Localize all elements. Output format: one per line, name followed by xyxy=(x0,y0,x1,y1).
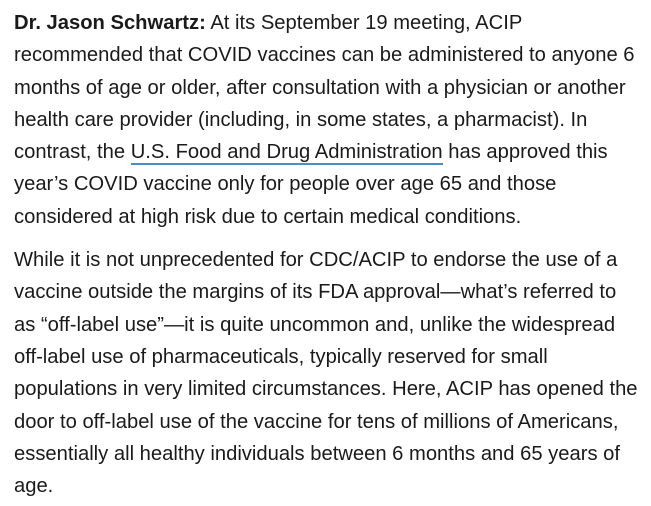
article-body xyxy=(14,7,642,502)
paragraph-1 xyxy=(14,7,642,233)
fda-link[interactable]: U.S. Food and Drug Administration xyxy=(130,141,443,164)
speaker-name: Dr. Jason Schwartz: xyxy=(14,12,206,34)
paragraph-1-text-before-link: At its September 19 meeting, ACIP recommended that COVID vaccines can be administered to anyone 6 months of age or older, after consultation with a physician or another health care provider (including, in some states, a pharmacist). In contrast, the xyxy=(14,12,635,164)
paragraph-1-text-after-link: has approved this year’s COVID vaccine only for people over age 65 and those considered at high risk due to certain medical conditions. xyxy=(14,141,608,228)
paragraph-2: While it is not unprecedented for CDC/ACIP to endorse the use of a vaccine outside the margins of its FDA approval—what’s referred to as “off-label use”—it is quite uncommon and, unlike the widespread off-label use of pharmaceuticals, typically reserved for small populations in very limited circumstances. Here, ACIP has opened the door to off-label use of the vaccine for tens of millions of Americans, essentially all healthy individuals between 6 months and 65 years of age. xyxy=(14,249,638,498)
